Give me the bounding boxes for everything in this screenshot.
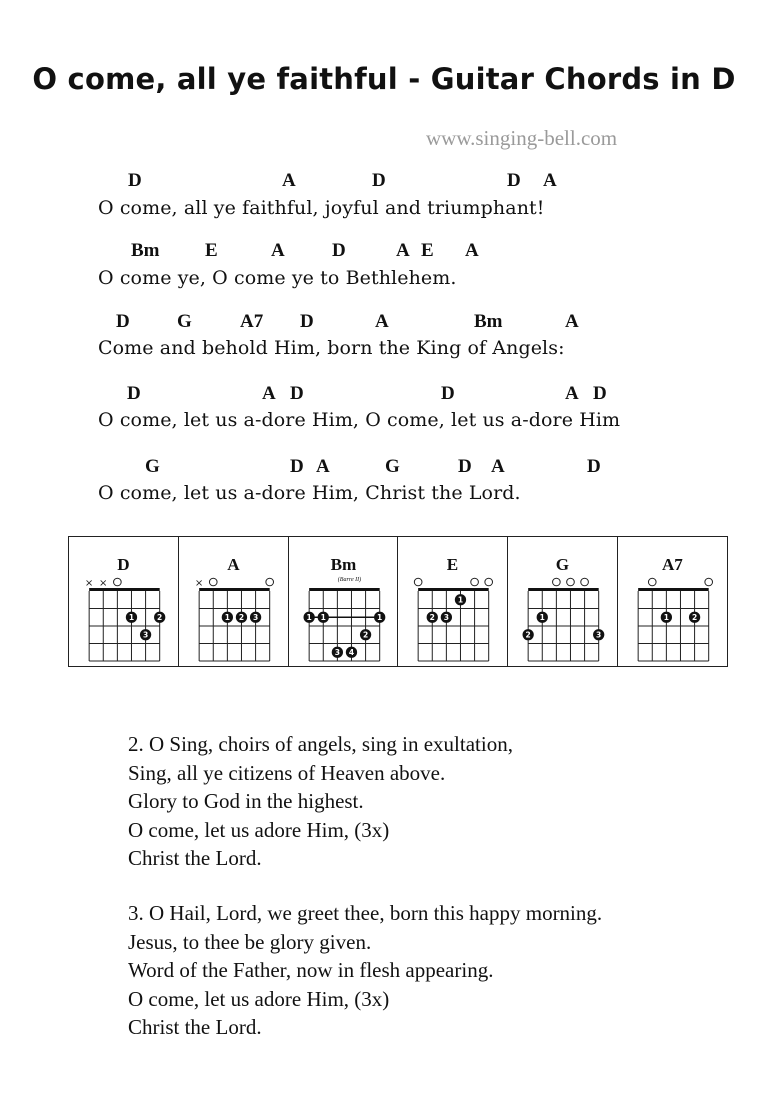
- chord-diagram-name: E: [447, 555, 459, 574]
- chord-diagram-e: [398, 537, 508, 666]
- chord-nut: [309, 588, 380, 591]
- finger-number: 2: [238, 613, 244, 623]
- chord-label: D: [507, 170, 521, 191]
- chord-label: A: [465, 240, 479, 261]
- chord-diagram-name: G: [556, 555, 570, 574]
- chord-label: E: [205, 240, 218, 261]
- chord-diagram-bm: [289, 537, 399, 666]
- chord-label: A: [565, 383, 579, 404]
- lyric-line: O come ye, O come ye to Bethlehem.: [98, 267, 457, 289]
- song-title: O come, all ye faithful - Guitar Chords in D: [32, 62, 736, 96]
- chord-label: A: [396, 240, 410, 261]
- chord-label: D: [290, 456, 304, 477]
- chord-diagram-a7: [618, 537, 727, 666]
- chord-nut: [199, 588, 270, 591]
- finger-number: 2: [157, 613, 163, 623]
- open-string-marker: [649, 578, 657, 586]
- chord-chart-strip: [68, 536, 728, 667]
- finger-number: 2: [525, 630, 532, 640]
- chord-label: A: [262, 383, 276, 404]
- open-string-marker: [567, 578, 575, 586]
- chord-label: A: [543, 170, 557, 191]
- lyric-line: O come, let us a-dore Him, O come, let us a-dore Him: [98, 409, 621, 431]
- finger-number: 3: [142, 630, 149, 640]
- finger-number: 1: [224, 613, 230, 623]
- chord-label: Bm: [474, 311, 503, 332]
- chord-label: G: [385, 456, 400, 477]
- chord-diagram-g: [508, 537, 618, 666]
- chord-label: A: [375, 311, 389, 332]
- finger-number: 3: [252, 613, 259, 623]
- barre-note: (Barre II): [337, 577, 361, 583]
- chord-diagram-svg: [69, 537, 178, 666]
- chord-label: A: [565, 311, 579, 332]
- chord-label: A: [316, 456, 330, 477]
- open-string-marker: [553, 578, 561, 586]
- verse-line: Sing, all ye citizens of Heaven above.: [128, 760, 446, 785]
- chord-label: D: [290, 383, 304, 404]
- chord-label: G: [145, 456, 160, 477]
- chord-label: D: [587, 456, 601, 477]
- finger-number: 1: [539, 613, 546, 623]
- chord-label: G: [177, 311, 192, 332]
- chord-label: D: [372, 170, 386, 191]
- website-link[interactable]: www.singing-bell.com: [426, 126, 618, 150]
- verse-line: Jesus, to thee be glory given.: [128, 929, 372, 954]
- lyric-line: O come, let us a-dore Him, Christ the Lord.: [98, 482, 521, 504]
- chord-diagram-d: [69, 537, 179, 666]
- open-string-marker: [209, 578, 217, 586]
- open-string-marker: [471, 578, 479, 586]
- open-string-marker: [485, 578, 493, 586]
- finger-number: 3: [596, 630, 602, 640]
- muted-string-marker: ×: [99, 578, 108, 589]
- chord-label: E: [421, 240, 434, 261]
- muted-string-marker: ×: [194, 578, 204, 589]
- finger-number: 1: [306, 613, 312, 623]
- verse-line: Glory to God in the highest.: [128, 789, 364, 813]
- finger-number: 1: [376, 613, 382, 623]
- finger-number: 4: [348, 648, 354, 658]
- finger-number: 2: [362, 630, 368, 640]
- chord-label: D: [441, 383, 455, 404]
- verse-line: O come, let us adore Him, (3x): [128, 986, 390, 1011]
- finger-number: 3: [444, 613, 450, 623]
- chord-label: D: [458, 456, 472, 477]
- verse-line: Christ the Lord.: [128, 846, 262, 870]
- finger-number: 2: [430, 613, 436, 623]
- finger-number: 2: [692, 613, 698, 623]
- verse-line: Word of the Father, now in flesh appearing.: [128, 958, 494, 982]
- open-string-marker: [415, 578, 423, 586]
- chord-nut: [419, 588, 490, 591]
- muted-string-marker: ×: [84, 578, 94, 589]
- chord-diagram-name: D: [117, 555, 130, 574]
- chord-diagram-svg: [289, 537, 398, 666]
- chord-label: A: [271, 240, 285, 261]
- chord-label: Bm: [131, 240, 160, 261]
- lyric-line: Come and behold Him, born the King of Angels:: [98, 337, 565, 359]
- chord-diagram-svg: [398, 537, 507, 666]
- verse-line: 3. O Hail, Lord, we greet thee, born this happy morning.: [128, 901, 603, 925]
- open-string-marker: [581, 578, 589, 586]
- chord-label: A: [282, 170, 296, 191]
- chord-diagram-svg: [179, 537, 288, 666]
- finger-number: 1: [458, 595, 464, 605]
- chord-label: D: [127, 383, 141, 404]
- chord-diagram-svg: [618, 537, 727, 666]
- chord-label: A7: [240, 311, 264, 332]
- chord-label: D: [128, 170, 142, 191]
- open-string-marker: [114, 578, 122, 586]
- verse-line: Christ the Lord.: [128, 1015, 262, 1039]
- chord-diagram-name: A: [227, 555, 240, 574]
- lyric-line: O come, all ye faithful, joyful and triumphant!: [98, 197, 545, 219]
- chord-label: D: [300, 311, 314, 332]
- chord-label: D: [116, 311, 130, 332]
- chord-diagram-a: [179, 537, 289, 666]
- open-string-marker: [266, 578, 274, 586]
- verse-line: 2. O Sing, choirs of angels, sing in exultation,: [128, 732, 513, 756]
- chord-label: D: [332, 240, 346, 261]
- chord-diagram-svg: [508, 537, 617, 666]
- chord-nut: [528, 588, 599, 591]
- chord-label: A: [491, 456, 505, 477]
- chord-nut: [638, 588, 709, 591]
- finger-number: 1: [663, 613, 670, 623]
- open-string-marker: [705, 578, 713, 586]
- finger-number: 1: [320, 613, 326, 623]
- chord-diagram-name: A7: [662, 555, 684, 574]
- chord-label: D: [593, 383, 607, 404]
- finger-number: 3: [334, 648, 340, 658]
- chord-diagram-name: Bm: [330, 555, 356, 574]
- finger-number: 1: [128, 613, 135, 623]
- verse-line: O come, let us adore Him, (3x): [128, 817, 390, 842]
